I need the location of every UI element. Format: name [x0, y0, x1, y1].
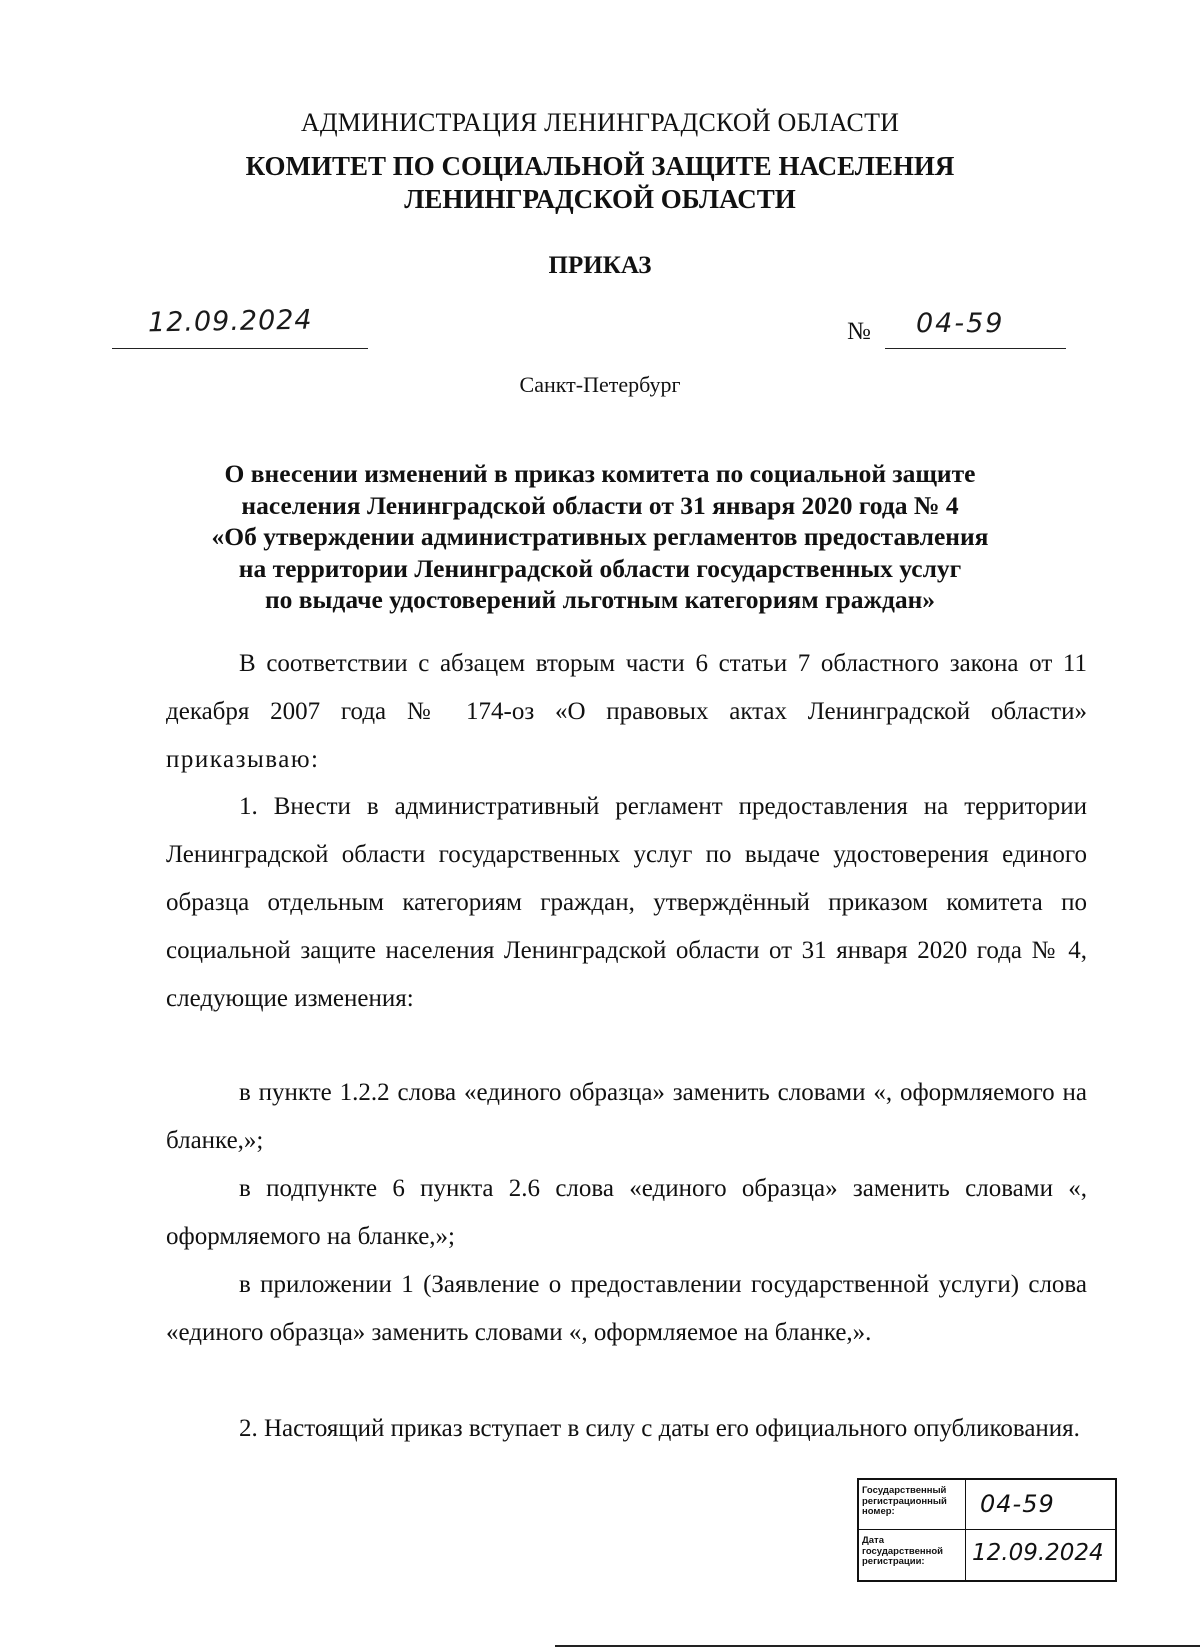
subject-line-4: на территории Ленинградской области государственных услуг: [238, 553, 962, 583]
preamble-text: В соответствии с абзацем вторым части 6 статьи 7 областного закона от 11 декабря 2007 года № 174-оз «О правовых актах Ленинградской области»: [166, 650, 1087, 725]
committee-name-line-1: КОМИТЕТ ПО СОЦИАЛЬНОЙ ЗАЩИТЕ НАСЕЛЕНИЯ: [245, 151, 955, 181]
reg-number-label: Государственный регистрационный номер:: [859, 1480, 966, 1530]
order-number: 04-59: [916, 308, 1005, 339]
order-subject: [150, 458, 1050, 616]
change-b-paragraph: [166, 1165, 1087, 1261]
committee-name: [0, 150, 1200, 216]
subject-line-2: населения Ленинградской области от 31 января 2020 года № 4: [241, 490, 959, 520]
directive-word: приказываю:: [166, 746, 320, 773]
subject-line-3: «Об утверждении административных регламентов предоставления: [211, 522, 989, 551]
reg-date-value: 12.09.2024: [972, 1540, 1104, 1566]
order-date: 12.09.2024: [147, 304, 313, 339]
item-1-text: 1. Внести в административный регламент предоставления на территории Ленинградской области государственных услуг по выдаче удостоверения единого образца отдельным категориям граждан, утверждённый приказом комитета по социальной защите населения Ленинградской области от 31 января 2020 года № 4, следующие изменения:: [166, 793, 1087, 1012]
agency-name: АДМИНИСТРАЦИЯ ЛЕНИНГРАДСКОЙ ОБЛАСТИ: [300, 108, 900, 137]
change-c-paragraph: [166, 1261, 1087, 1357]
preamble-paragraph: [166, 640, 1087, 784]
reg-number-value: 04-59: [966, 1480, 1115, 1530]
city: Санкт-Петербург: [519, 372, 681, 397]
number-sign: №: [847, 318, 871, 345]
change-a-paragraph: [166, 1069, 1087, 1165]
subject-line-5: по выдаче удостоверений льготным категориям граждан»: [264, 585, 936, 614]
item-2-text: 2. Настоящий приказ вступает в силу с даты его официального опубликования.: [239, 1415, 1080, 1442]
subject-line-1: О внесении изменений в приказ комитета по социальной защите: [224, 459, 976, 488]
document-type: ПРИКАЗ: [548, 252, 652, 279]
item-1-paragraph: [166, 783, 1087, 1023]
change-a-text: в пункте 1.2.2 слова «единого образца» заменить словами «, оформляемого на бланке,»;: [166, 1079, 1087, 1154]
change-c-text: в приложении 1 (Заявление о предоставлении государственной услуги) слова «единого образца» заменить словами «, оформляемое на бланке,».: [166, 1271, 1087, 1346]
registration-stamp: [857, 1478, 1117, 1582]
scan-edge-line: [555, 1645, 1200, 1647]
reg-date-label: Дата государственной регистрации:: [859, 1530, 966, 1580]
item-2-paragraph: [166, 1405, 1087, 1453]
change-b-text: в подпункте 6 пункта 2.6 слова «единого образца» заменить словами «, оформляемого на бланке,»;: [166, 1175, 1087, 1250]
committee-name-line-2: ЛЕНИНГРАДСКОЙ ОБЛАСТИ: [404, 184, 796, 214]
